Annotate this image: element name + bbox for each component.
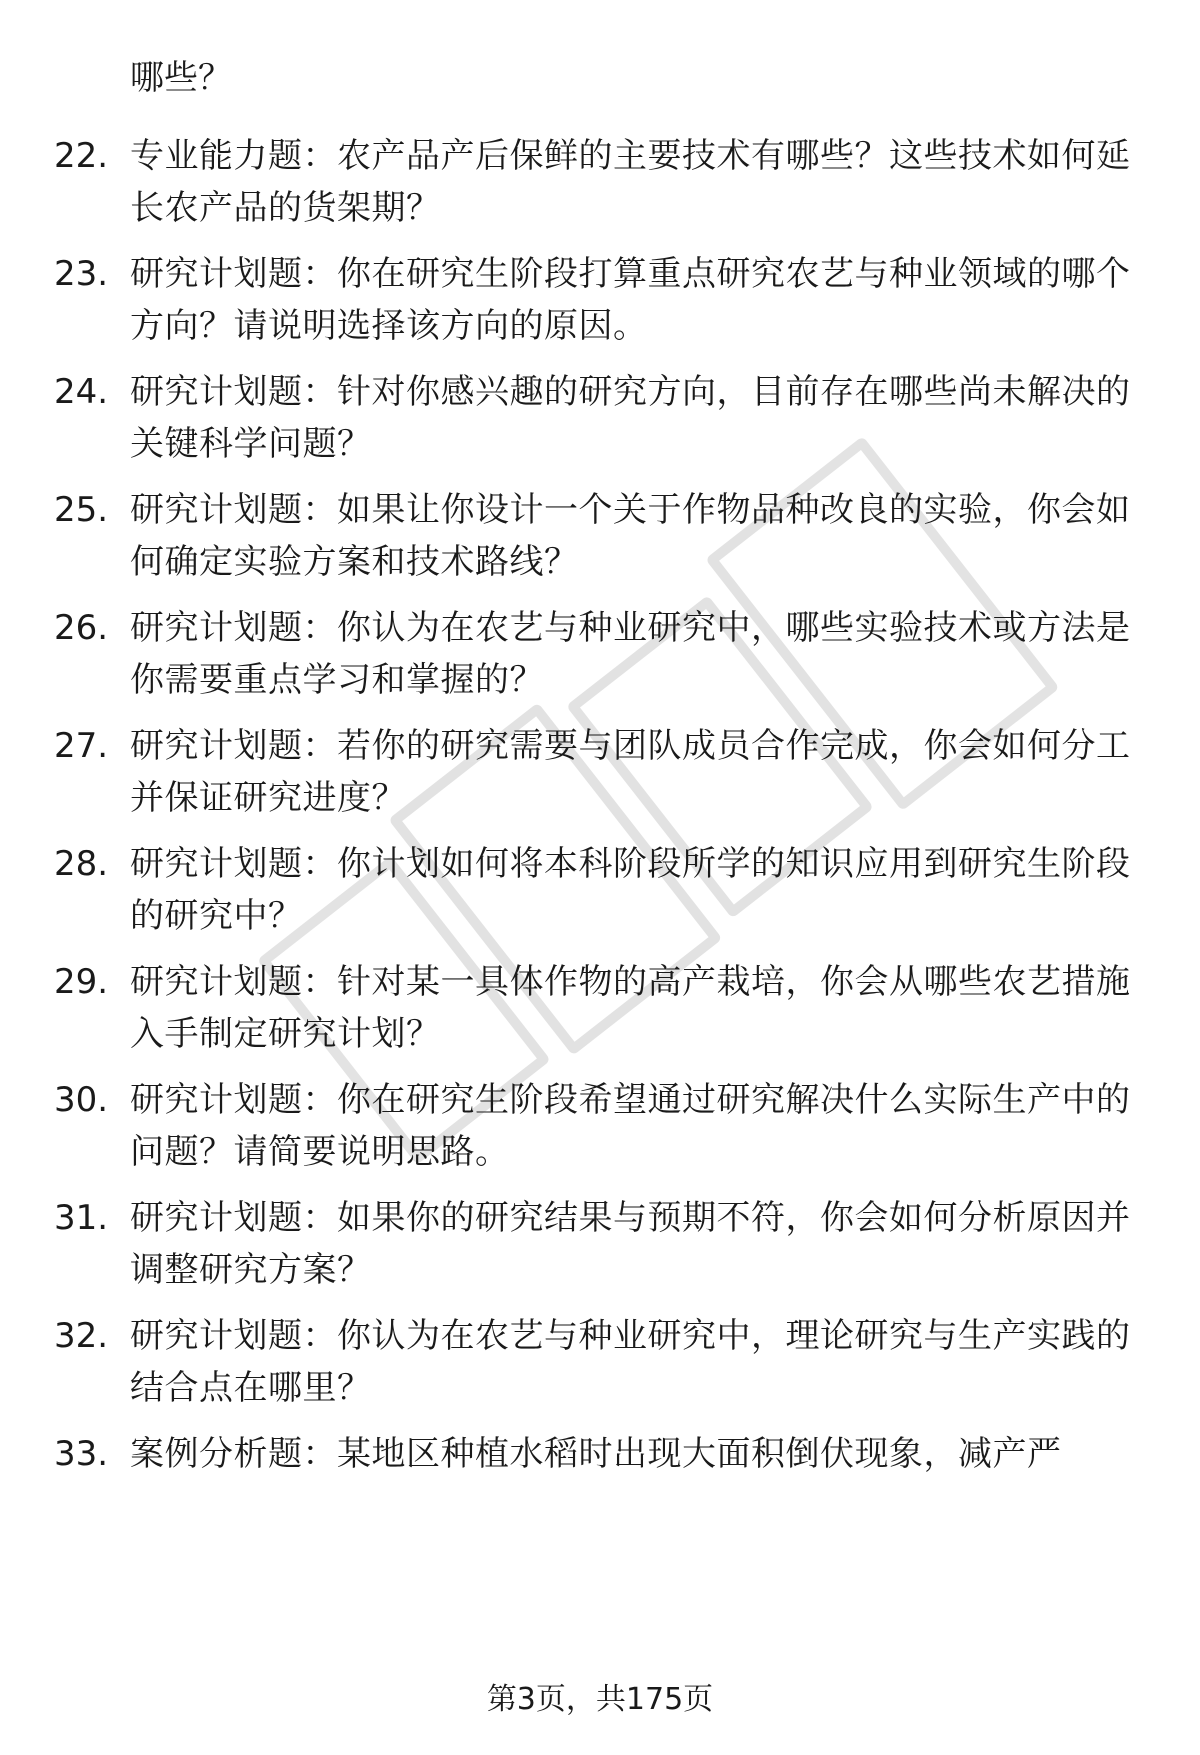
- question-text: 专业能力题：农产品产后保鲜的主要技术有哪些？这些技术如何延长农产品的货架期？: [130, 136, 1131, 228]
- question-number: 25.: [54, 490, 109, 530]
- question-text: 研究计划题：你在研究生阶段希望通过研究解决什么实际生产中的问题？请简要说明思路。: [130, 1080, 1131, 1172]
- question-text: 研究计划题：你认为在农艺与种业研究中，哪些实验技术或方法是你需要重点学习和掌握的？: [130, 608, 1131, 700]
- question-text: 研究计划题：针对某一具体作物的高产栽培，你会从哪些农艺措施入手制定研究计划？: [130, 962, 1131, 1054]
- question-number: 30.: [54, 1080, 109, 1120]
- question-text: 案例分析题：某地区种植水稻时出现大面积倒伏现象，减产严: [130, 1434, 1062, 1474]
- question-number: 32.: [54, 1316, 109, 1356]
- question-number: 29.: [54, 962, 109, 1002]
- question-number: 22.: [54, 136, 109, 176]
- question-number: 23.: [54, 254, 109, 294]
- question-number: 27.: [54, 726, 109, 766]
- question-number: 33.: [54, 1434, 109, 1474]
- question-number: 24.: [54, 372, 109, 412]
- question-text: 研究计划题：如果你的研究结果与预期不符，你会如何分析原因并调整研究方案？: [130, 1198, 1131, 1290]
- question-text: 研究计划题：你认为在农艺与种业研究中，理论研究与生产实践的结合点在哪里？: [130, 1316, 1131, 1408]
- question-text: 研究计划题：针对你感兴趣的研究方向，目前存在哪些尚未解决的关键科学问题？: [130, 372, 1131, 464]
- question-text: 研究计划题：你计划如何将本科阶段所学的知识应用到研究生阶段的研究中？: [130, 844, 1131, 936]
- page-footer: 第3页，共175页: [486, 1682, 714, 1717]
- question-number: 28.: [54, 844, 109, 884]
- question-text: 研究计划题：若你的研究需要与团队成员合作完成，你会如何分工并保证研究进度？: [130, 726, 1131, 818]
- question-number: 31.: [54, 1198, 109, 1238]
- question-text: 研究计划题：你在研究生阶段打算重点研究农艺与种业领域的哪个方向？请说明选择该方向的原因。: [130, 254, 1131, 346]
- question-number: 26.: [54, 608, 109, 648]
- question-text: 研究计划题：如果让你设计一个关于作物品种改良的实验，你会如何确定实验方案和技术路线？: [130, 490, 1131, 582]
- continuation-text: 哪些？: [130, 58, 232, 98]
